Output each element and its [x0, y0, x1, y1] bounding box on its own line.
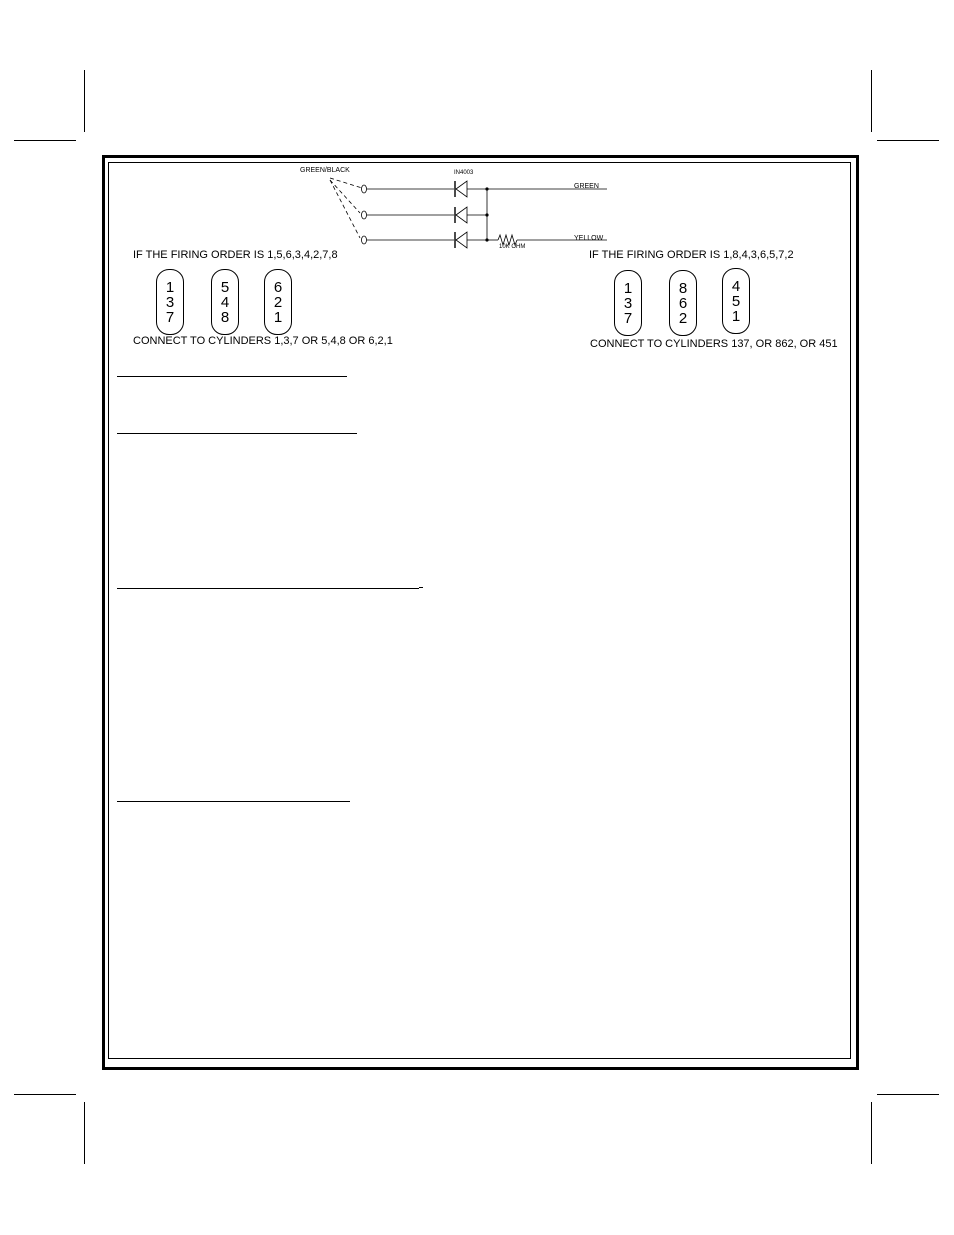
cylinder-number: 7 — [165, 308, 175, 326]
leader-dash-2 — [330, 180, 360, 213]
terminal-1 — [362, 185, 367, 193]
section-rule-3-tick — [419, 587, 423, 588]
cylinder-number: 1 — [623, 279, 633, 297]
terminal-2 — [362, 211, 367, 219]
cylinder-number: 1 — [165, 278, 175, 296]
cylinder-number: 4 — [220, 293, 230, 311]
right-firing-order: IF THE FIRING ORDER IS 1,8,4,3,6,5,7,2 — [589, 249, 794, 261]
diode-1 — [455, 181, 467, 197]
junction-dot-3 — [485, 238, 488, 241]
terminal-3 — [362, 236, 367, 244]
cylinder-number: 1 — [273, 308, 283, 326]
left-connect-text: CONNECT TO CYLINDERS 1,3,7 OR 5,4,8 OR 6,2,1 — [133, 335, 393, 347]
cylinder-number: 3 — [623, 294, 633, 312]
section-rule-4 — [117, 801, 350, 802]
right-cylinder-group-1 — [614, 270, 642, 336]
leader-dash-3 — [330, 180, 360, 238]
junction-dot-1 — [485, 187, 488, 190]
diode-2 — [455, 207, 467, 223]
left-firing-order: IF THE FIRING ORDER IS 1,5,6,3,4,2,7,8 — [133, 249, 338, 261]
section-rule-2 — [117, 433, 357, 434]
leader-dash-1 — [330, 178, 362, 188]
section-rule-1 — [117, 376, 347, 377]
cylinder-number: 8 — [678, 279, 688, 297]
cylinder-number: 5 — [220, 278, 230, 296]
junction-dot-2 — [485, 213, 488, 216]
right-cylinder-group-3 — [722, 268, 750, 334]
left-cylinder-group-2 — [211, 269, 239, 335]
output-label-yellow: YELLOW — [574, 235, 604, 242]
left-cylinder-group-1 — [156, 269, 184, 335]
right-connect-text: CONNECT TO CYLINDERS 137, OR 862, OR 451 — [590, 338, 838, 350]
cylinder-number: 4 — [731, 277, 741, 295]
diode-label: IN4003 — [454, 170, 474, 176]
diode-3 — [455, 232, 467, 248]
cylinder-number: 2 — [678, 309, 688, 327]
cylinder-number: 3 — [165, 293, 175, 311]
cylinder-number: 6 — [678, 294, 688, 312]
cylinder-number: 2 — [273, 293, 283, 311]
output-label-green: GREEN — [574, 183, 599, 190]
section-rule-3 — [117, 588, 419, 589]
resistor-label: 10K OHM — [499, 244, 526, 250]
cylinder-number: 5 — [731, 292, 741, 310]
cylinder-number: 1 — [731, 307, 741, 325]
right-cylinder-group-2 — [669, 270, 697, 336]
cylinder-number: 8 — [220, 308, 230, 326]
left-cylinder-group-3 — [264, 269, 292, 335]
cylinder-number: 7 — [623, 309, 633, 327]
cylinder-number: 6 — [273, 278, 283, 296]
wire-label-green-black: GREEN/BLACK — [300, 167, 350, 174]
